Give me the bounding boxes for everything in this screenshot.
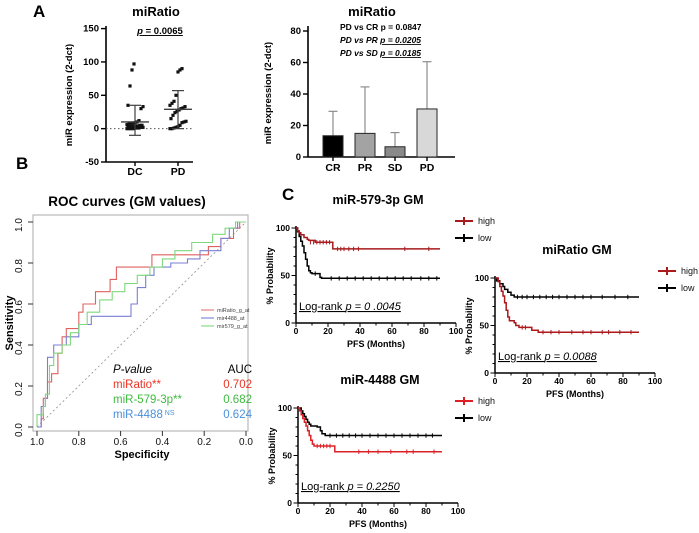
legend-item-high [455,396,495,406]
table-row-auc: 0.624 [223,409,252,421]
legend-label: low [681,283,695,293]
legend-label: mir4488_at [217,316,245,322]
x-tick-label: 0 [492,376,498,386]
logrank-label: Log-rank p = 0.2250 [301,481,400,493]
table-row-name: miR-579-3p** [113,394,183,406]
x-tick-label: 0.2 [197,437,212,448]
data-point [141,105,144,108]
y-tick-label: 0 [285,318,290,328]
data-point [180,67,183,70]
x-tick-label: 80 [419,326,429,336]
data-point [140,124,143,127]
y-tick-label: 0.4 [14,341,25,355]
scatter-plot-miratio [50,0,265,186]
survival-curve [296,228,440,278]
censor-line-icon [455,234,473,242]
x-tick-label: 40 [554,376,564,386]
y-axis-title: % Probability [265,247,275,305]
chart-title: miR-579-3p GM [332,193,424,207]
x-axis-title: Specificity [114,449,170,461]
legend-km-mir579 [455,216,495,243]
y-tick-label: 0 [295,152,301,163]
y-tick-label: 100 [275,223,290,233]
bar [355,133,375,157]
x-tick-label: 20 [325,506,335,516]
chart-title: miRatio [132,4,180,19]
y-axis-title: % Probability [464,297,474,355]
y-tick-label: 150 [83,23,99,35]
y-tick-label: 100 [474,273,489,283]
data-point [183,105,186,108]
data-point [132,62,135,65]
y-tick-label: 50 [280,270,290,281]
chart-title: ROC curves (GM values) [48,194,206,209]
x-tick-label: 100 [647,376,663,386]
y-axis-title: miR expression (2-dct) [263,41,274,145]
x-tick-label: 0 [293,326,299,336]
data-point [174,94,177,97]
data-point [184,120,187,123]
x-category-label: PR [357,162,373,174]
legend-item-low [658,283,698,293]
x-tick-label: 0.6 [113,437,128,448]
legend-label: low [478,413,492,423]
p-value-label: p = 0.0065 [137,26,183,37]
y-tick-label: 80 [290,26,301,37]
bar [417,109,437,157]
panel-c-label: C [282,185,295,204]
survival-curve [296,228,440,249]
y-tick-label: 0 [287,498,292,508]
x-axis-title: PFS (Months) [347,339,405,349]
data-point [172,100,175,103]
y-tick-label: -50 [85,157,99,168]
x-axis-title: PFS (Months) [546,389,604,399]
x-category-label: PD [170,166,186,178]
y-tick-label: 0 [484,368,489,378]
legend-km-miratio [658,266,698,293]
x-category-label: PD [419,162,435,174]
x-tick-label: 0.0 [239,437,253,448]
censor-line-icon [658,267,676,275]
y-tick-label: 50 [479,320,489,331]
table-row-name: miR-4488 $^{NS}$ [113,409,175,421]
y-tick-label: 40 [290,89,301,100]
y-tick-label: 0.6 [14,300,25,314]
x-tick-label: 80 [421,506,431,516]
x-tick-label: 0.4 [155,437,170,448]
legend-label: high [478,216,496,226]
x-tick-label: 60 [387,326,397,336]
stat-annotation: PD vs SD p = 0.0185 [340,48,422,58]
legend-label: high [478,396,496,406]
y-axis-title: miR expression (2-dct) [64,43,75,147]
legend-item-high [658,266,698,276]
y-tick-label: 1.0 [14,218,25,232]
bar-chart-miratio [255,0,490,186]
x-tick-label: 60 [586,376,596,386]
y-tick-label: 0.0 [14,423,25,437]
y-axis-title: % Probability [267,427,277,485]
table-row-auc: 0.682 [223,394,252,406]
x-category-label: DC [127,166,143,178]
censor-line-icon [455,397,473,405]
km-plot-mir4488 [268,368,483,533]
x-tick-label: 0 [295,506,301,516]
data-point [128,84,131,87]
y-tick-label: 0.8 [14,259,25,273]
panel-a-label: A [33,2,46,21]
x-tick-label: 80 [618,376,628,386]
x-category-label: SD [387,162,403,174]
x-tick-label: 0.8 [71,437,86,448]
x-tick-label: 20 [522,376,532,386]
stat-annotation: PD vs PR p = 0.0205 [340,35,422,45]
data-point [130,68,133,71]
legend-item-high [455,216,495,226]
x-tick-label: 60 [389,506,399,516]
survival-curve [495,278,639,297]
survival-curve [298,408,442,452]
survival-curve [495,278,639,332]
x-tick-label: 100 [448,326,464,336]
y-tick-label: 100 [83,56,99,68]
x-axis-title: PFS (Months) [349,519,407,529]
roc-curves-plot [5,190,295,463]
legend-label: low [478,233,492,243]
legend-label: mir579_g_at [217,324,248,330]
stat-annotation: PD vs CR p = 0.0847 [340,22,422,32]
data-point [169,117,172,120]
censor-line-icon [455,217,473,225]
table-row-auc: 0.702 [223,379,252,391]
y-axis-title: Sensitivity [4,295,16,351]
chart-title: miRatio GM [542,243,612,257]
legend-item-low [455,233,495,243]
x-category-label: CR [325,162,341,174]
y-tick-label: 50 [88,90,99,102]
censor-line-icon [658,284,676,292]
x-tick-label: 1.0 [30,437,44,448]
legend-km-mir4488 [455,396,495,423]
bar [385,147,405,157]
y-tick-label: 0.2 [14,382,25,396]
censor-line-icon [455,414,473,422]
survival-curve [298,408,442,436]
panel-b-label: B [16,154,29,173]
legend-label: miRatio_g_at [217,308,250,314]
legend-item-low [455,413,495,423]
table-header-pvalue: P-value [113,364,152,376]
chart-title: miR-4488 GM [340,373,420,387]
chart-title: miRatio [348,4,396,19]
km-plot-mir579 [266,188,481,356]
x-tick-label: 100 [450,506,466,516]
logrank-label: Log-rank p = 0.0088 [498,351,597,363]
x-tick-label: 40 [355,326,365,336]
table-row-name: miRatio** [113,379,161,391]
logrank-label: Log-rank p = 0 .0045 [299,301,401,313]
y-tick-label: 60 [290,57,301,69]
y-tick-label: 50 [282,450,292,461]
km-plot-miratio [465,238,680,406]
table-header-auc: AUC [227,364,252,376]
x-tick-label: 20 [323,326,333,336]
bar [323,136,343,157]
y-tick-label: 20 [290,120,301,132]
y-tick-label: 100 [277,403,292,413]
legend-label: high [681,266,699,276]
x-tick-label: 40 [357,506,367,516]
y-tick-label: 0 [93,123,99,135]
